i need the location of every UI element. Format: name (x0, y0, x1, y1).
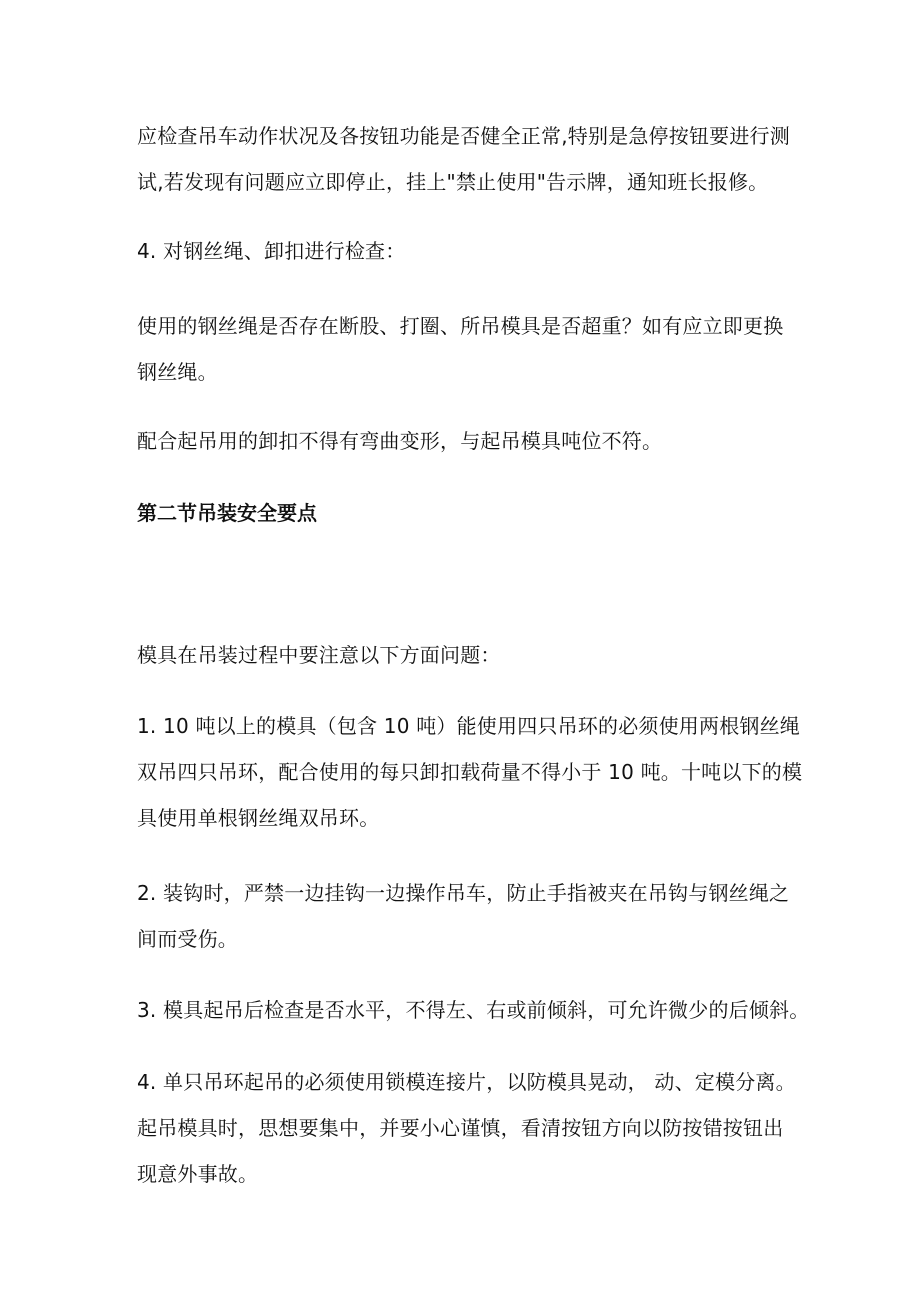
text-line: 1. 10 吨以上的模具（包含 10 吨）能使用四只吊环的必须使用两根钢丝绳 (137, 714, 801, 738)
text-line: 具使用单根钢丝绳双吊环。 (137, 806, 380, 830)
text-line: 4. 单只吊环起吊的必须使用锁模连接片，以防模具晃动， 动、定模分离。 (137, 1070, 796, 1094)
paragraph-rope-inspection (137, 303, 797, 395)
text-line: 起吊模具时，思想要集中，并要小心谨慎，看清按钮方向以防按错按钮出 (137, 1116, 784, 1140)
text-line: 配合起吊用的卸扣不得有弯曲变形，与起吊模具吨位不符。 (137, 429, 663, 453)
section-heading: 第二节吊装安全要点 (137, 501, 317, 525)
text-line: 4. 对钢丝绳、卸扣进行检查： (137, 239, 406, 263)
text-line: 钢丝绳。 (137, 360, 218, 384)
text-line: 3. 模具起吊后检查是否水平，不得左、右或前倾斜，可允许微少的后倾斜。 (137, 998, 810, 1022)
text-line: 2. 装钩时，严禁一边挂钩一边操作吊车，防止手指被夹在吊钩与钢丝绳之 (137, 881, 790, 905)
text-line: 试,若发现有问题应立即停止，挂上"禁止使用"告示牌，通知班长报修。 (137, 170, 769, 194)
text-line: 应检查吊车动作状况及各按钮功能是否健全正常,特别是急停按钮要进行测 (137, 124, 790, 148)
paragraph-item-4-rope-check (137, 228, 797, 274)
text-line: 使用的钢丝绳是否存在断股、打圈、所吊模具是否超重？如有应立即更换 (137, 314, 784, 338)
paragraph-item-1-heavy-molds (137, 703, 803, 841)
text-line: 双吊四只吊环，配合使用的每只卸扣载荷量不得小于 10 吨。十吨以下的模 (137, 760, 803, 784)
paragraph-hoisting-intro (137, 632, 797, 678)
paragraph-crane-check (137, 113, 797, 205)
text-line: 模具在吊装过程中要注意以下方面问题： (137, 643, 501, 667)
text-line: 现意外事故。 (137, 1162, 259, 1186)
paragraph-item-4-single-ring (137, 1059, 797, 1197)
paragraph-shackle-check (137, 418, 797, 464)
paragraph-item-3-level-check (137, 987, 810, 1033)
text-line: 间而受伤。 (137, 927, 238, 951)
paragraph-item-2-hooking (137, 870, 797, 962)
